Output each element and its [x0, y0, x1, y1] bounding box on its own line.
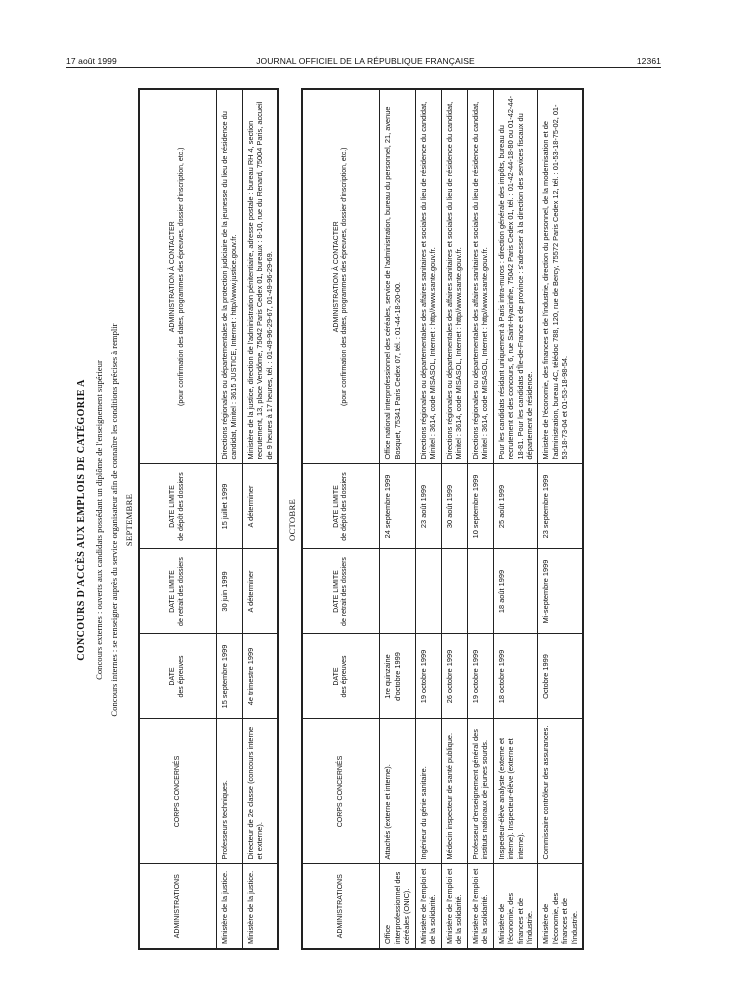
cell-date-epreuves: 19 octobre 1999 [467, 634, 493, 719]
cell-corps: Commissaire contrôleur des assurances. [538, 719, 583, 864]
cell-contact: Ministère de la justice, direction de l'administration pénitentiaire, adresse postale : bureau RH 4, section recrutement, 13, place Vendôme, 75042 Paris Cedex 01, bureaux : 8-10, rue du Renard, 75004 Paris, accueil de 9 heures à 17 heures, tél. : 01-49-96-29-67, 01-49-96-29-69. [242, 89, 278, 464]
cell-date-epreuves: Octobre 1999 [538, 634, 583, 719]
cell-date-depot: 15 juillet 1999 [217, 464, 243, 549]
table-row [441, 89, 467, 949]
table-row [467, 89, 493, 949]
cell-administration: Ministère de l'emploi et de la solidarité. [415, 864, 441, 949]
cell-date-retrait [415, 549, 441, 634]
cell-date-retrait: A déterminer [242, 549, 278, 634]
col-header-administrations: ADMINISTRATIONS [302, 864, 380, 949]
col-header-administrations: ADMINISTRATIONS [139, 864, 217, 949]
col-header-date-retrait: DATE LIMITE de retrait des dossiers [139, 549, 217, 634]
header-journal-title: JOURNAL OFFICIEL DE LA RÉPUBLIQUE FRANÇAISE [256, 56, 475, 66]
month-heading-september: SEPTEMBRE [124, 493, 134, 547]
cell-date-epreuves: 26 octobre 1999 [441, 634, 467, 719]
intro-external: Concours externes : ouverts aux candidats possédant un diplôme de l'enseignement supérieur [94, 360, 104, 680]
cell-corps: Ingénieur du génie sanitaire. [415, 719, 441, 864]
cell-corps: Professeurs techniques. [217, 719, 243, 864]
header-page-number: 12361 [636, 56, 661, 66]
cell-administration: Ministère de l'emploi et de la solidarité. [467, 864, 493, 949]
cell-corps: Attachés (externe et interne). [380, 719, 415, 864]
cell-administration: Office interprofessionnel des céréales (ONIC). [380, 864, 415, 949]
table-row [538, 89, 583, 949]
september-table [138, 88, 279, 950]
table-header-row [302, 89, 380, 949]
table-row [217, 89, 243, 949]
col-header-corps: CORPS CONCERNÉS [139, 719, 217, 864]
cell-date-epreuves: 19 octobre 1999 [415, 634, 441, 719]
cell-contact: Office national interprofessionnel des céréales, service de l'administration, bureau du personnel, 21, avenue Bosquet, 75341 Paris Cedex 07, tél. : 01-44-18-20-00. [380, 89, 415, 464]
cell-administration: Ministère de l'emploi et de la solidarité. [441, 864, 467, 949]
cell-date-epreuves: 4e trimestre 1999 [242, 634, 278, 719]
col-header-date-retrait: DATE LIMITE de retrait des dossiers [302, 549, 380, 634]
cell-date-epreuves: 15 septembre 1999 [217, 634, 243, 719]
cell-date-depot: A déterminer [242, 464, 278, 549]
cell-date-epreuves: 18 octobre 1999 [493, 634, 538, 719]
table-row [380, 89, 415, 949]
cell-contact: Ministère de l'économie, des finances et de l'industrie, direction du personnel, de la modernisation et de l'administration, bureau 4C, télédoc 788, 120, rue de Bercy, 75572 Paris Cedex 12, tél. : 01-53-18-75-02, 01-53-18-73-04 et 01-53-18-98-54. [538, 89, 583, 464]
cell-date-depot: 30 août 1999 [441, 464, 467, 549]
cell-date-depot: 23 août 1999 [415, 464, 441, 549]
cell-date-retrait: 30 juin 1999 [217, 549, 243, 634]
col-header-date-depot: DATE LIMITE de dépôt des dossiers [139, 464, 217, 549]
rotated-page-content [70, 90, 660, 950]
cell-corps: Professeur d'enseignement général des instituts nationaux de jeunes sourds. [467, 719, 493, 864]
col-header-date-epreuves: DATE des épreuves [139, 634, 217, 719]
cell-administration: Ministère de l'économie, des finances et de l'industrie. [493, 864, 538, 949]
cell-date-retrait [441, 549, 467, 634]
col-header-date-depot: DATE LIMITE de dépôt des dossiers [302, 464, 380, 549]
header-rule [66, 67, 661, 68]
table-row [242, 89, 278, 949]
cell-corps: Directeur de 2e classe (concours interne et externe). [242, 719, 278, 864]
table-row [415, 89, 441, 949]
cell-corps: Médecin inspecteur de santé publique. [441, 719, 467, 864]
table-row [493, 89, 538, 949]
cell-date-depot: 10 septembre 1999 [467, 464, 493, 549]
cell-corps: Inspecteur-élève analyste (externe et interne). Inspecteur-élève (externe et interne). [493, 719, 538, 864]
cell-date-depot: 25 août 1999 [493, 464, 538, 549]
table-header-row [139, 89, 217, 949]
cell-contact: Directions régionales ou départementales des affaires sanitaires et sociales du lieu de résidence du candidat, Minitel : 3614, code MISASOL, Internet : http//www.sante.gouv.fr. [415, 89, 441, 464]
intro-internal: Concours internes : se renseigner auprès du service organisateur afin de connaître les conditions précises à remplir [109, 323, 119, 717]
cell-date-retrait: Mi-septembre 1999 [538, 549, 583, 634]
cell-date-depot: 23 septembre 1999 [538, 464, 583, 549]
cell-administration: Ministère de la justice. [242, 864, 278, 949]
cell-date-epreuves: 1re quinzaine d'octobre 1999 [380, 634, 415, 719]
cell-contact: Pour les candidats résidant uniquement à Paris intra-muros : direction générale des impôts, bureau du recrutement et des concours, 6, rue Saint-Hyacinthe, 75042 Paris Cedex 01, tél. : 01-42-44-18-80 ou 01-42-44-18-81. Pour les candidats d'Île-de-France et de province : s'adresser à la direction des services fiscaux du département de résidence. [493, 89, 538, 464]
col-header-corps: CORPS CONCERNÉS [302, 719, 380, 864]
cell-date-retrait: 18 août 1999 [493, 549, 538, 634]
october-table [301, 88, 584, 950]
cell-contact: Directions régionales ou départementales des affaires sanitaires et sociales du lieu de résidence du candidat, Minitel : 3614, code MISASOL, Internet : http//www.sante.gouv.fr. [441, 89, 467, 464]
page-title: CONCOURS D'ACCÈS AUX EMPLOIS DE CATÉGORIE A [76, 379, 87, 661]
cell-administration: Ministère de la justice. [217, 864, 243, 949]
cell-administration: Ministère de l'économie, des finances et de l'industrie. [538, 864, 583, 949]
cell-contact: Directions régionales ou départementales des affaires sanitaires et sociales du lieu de résidence du candidat, Minitel : 3614, code MISASOL, Internet : http//www.sante.gouv.fr. [467, 89, 493, 464]
cell-date-depot: 24 septembre 1999 [380, 464, 415, 549]
cell-date-retrait [380, 549, 415, 634]
col-header-contact: ADMINISTRATION À CONTACTER (pour confirmation des dates, programmes des épreuves, dossier d'inscription, etc.) [139, 89, 217, 464]
col-header-date-epreuves: DATE des épreuves [302, 634, 380, 719]
header-date: 17 août 1999 [66, 56, 117, 66]
col-header-contact: ADMINISTRATION À CONTACTER (pour confirmation des dates, programmes des épreuves, dossier d'inscription, etc.) [302, 89, 380, 464]
cell-date-retrait [467, 549, 493, 634]
cell-contact: Directions régionales ou départementales de la protection judiciaire de la jeunesse du lieu de résidence du candidat, Minitel : 3615 JUSTICE, Internet : http//www.justice.gouv.fr. [217, 89, 243, 464]
month-heading-october: OCTOBRE [287, 498, 298, 542]
